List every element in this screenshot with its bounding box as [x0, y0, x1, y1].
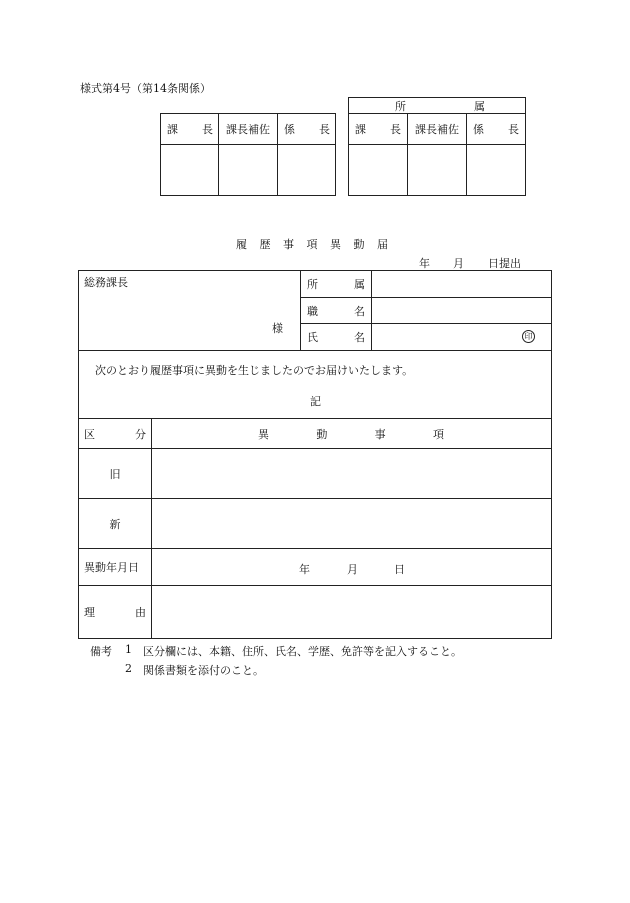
remark-number-2: 2: [125, 662, 132, 675]
form-number: 様式第4号（第14条関係）: [80, 82, 211, 95]
stamp-cell-section-chief[interactable]: [161, 145, 218, 195]
new-label: 新: [109, 517, 121, 531]
remark-number-1: 1: [125, 643, 132, 656]
addressee: 総務課長: [84, 276, 128, 289]
stamp-header-section-chief: 課 長: [167, 123, 213, 136]
affil-stamp-cell-assistant-chief[interactable]: [408, 145, 466, 195]
affiliation-group-title: 所 属: [395, 99, 485, 113]
position-field[interactable]: [372, 298, 551, 323]
change-date-label: 異動年月日: [84, 561, 139, 574]
stamp-cell-subsection-chief[interactable]: [278, 145, 335, 195]
seal-mark: 印: [522, 330, 535, 343]
change-items-header: 異 動 事 項: [258, 427, 444, 441]
affil-stamp-header-assistant-chief: 課長補佐: [415, 123, 459, 136]
affiliation-field[interactable]: [372, 271, 551, 297]
remark-text-2: 関係書類を添付のこと。: [143, 664, 264, 677]
reason-field[interactable]: [152, 586, 551, 638]
ki-label: 記: [310, 395, 321, 408]
affil-stamp-cell-subsection-chief[interactable]: [467, 145, 525, 195]
name-label: 氏 名: [307, 331, 365, 344]
notice-text: 次のとおり履歴事項に異動を生じましたのでお届けいたします。: [95, 364, 414, 377]
old-field[interactable]: [152, 449, 551, 498]
affiliation-label: 所 属: [307, 278, 365, 291]
stamp-cell-assistant-chief[interactable]: [219, 145, 277, 195]
affil-stamp-header-section-chief: 課 長: [355, 123, 401, 136]
stamp-header-assistant-chief: 課長補佐: [226, 123, 270, 136]
position-label: 職 名: [307, 304, 365, 318]
affil-stamp-cell-section-chief[interactable]: [349, 145, 407, 195]
old-label: 旧: [109, 467, 121, 481]
name-field[interactable]: [372, 324, 517, 350]
honorific: 様: [272, 322, 283, 335]
reason-label: 理 由: [84, 606, 146, 619]
form-title: 履歴事項異動届: [236, 238, 401, 251]
remark-text-1: 区分欄には、本籍、住所、氏名、学歴、免許等を記入すること。: [143, 645, 462, 658]
affil-stamp-header-subsection-chief: 係 長: [473, 123, 519, 136]
new-field[interactable]: [152, 499, 551, 548]
stamp-header-subsection-chief: 係 長: [284, 123, 330, 136]
category-header: 区 分: [84, 427, 146, 441]
remarks-label: 備考: [90, 645, 112, 658]
